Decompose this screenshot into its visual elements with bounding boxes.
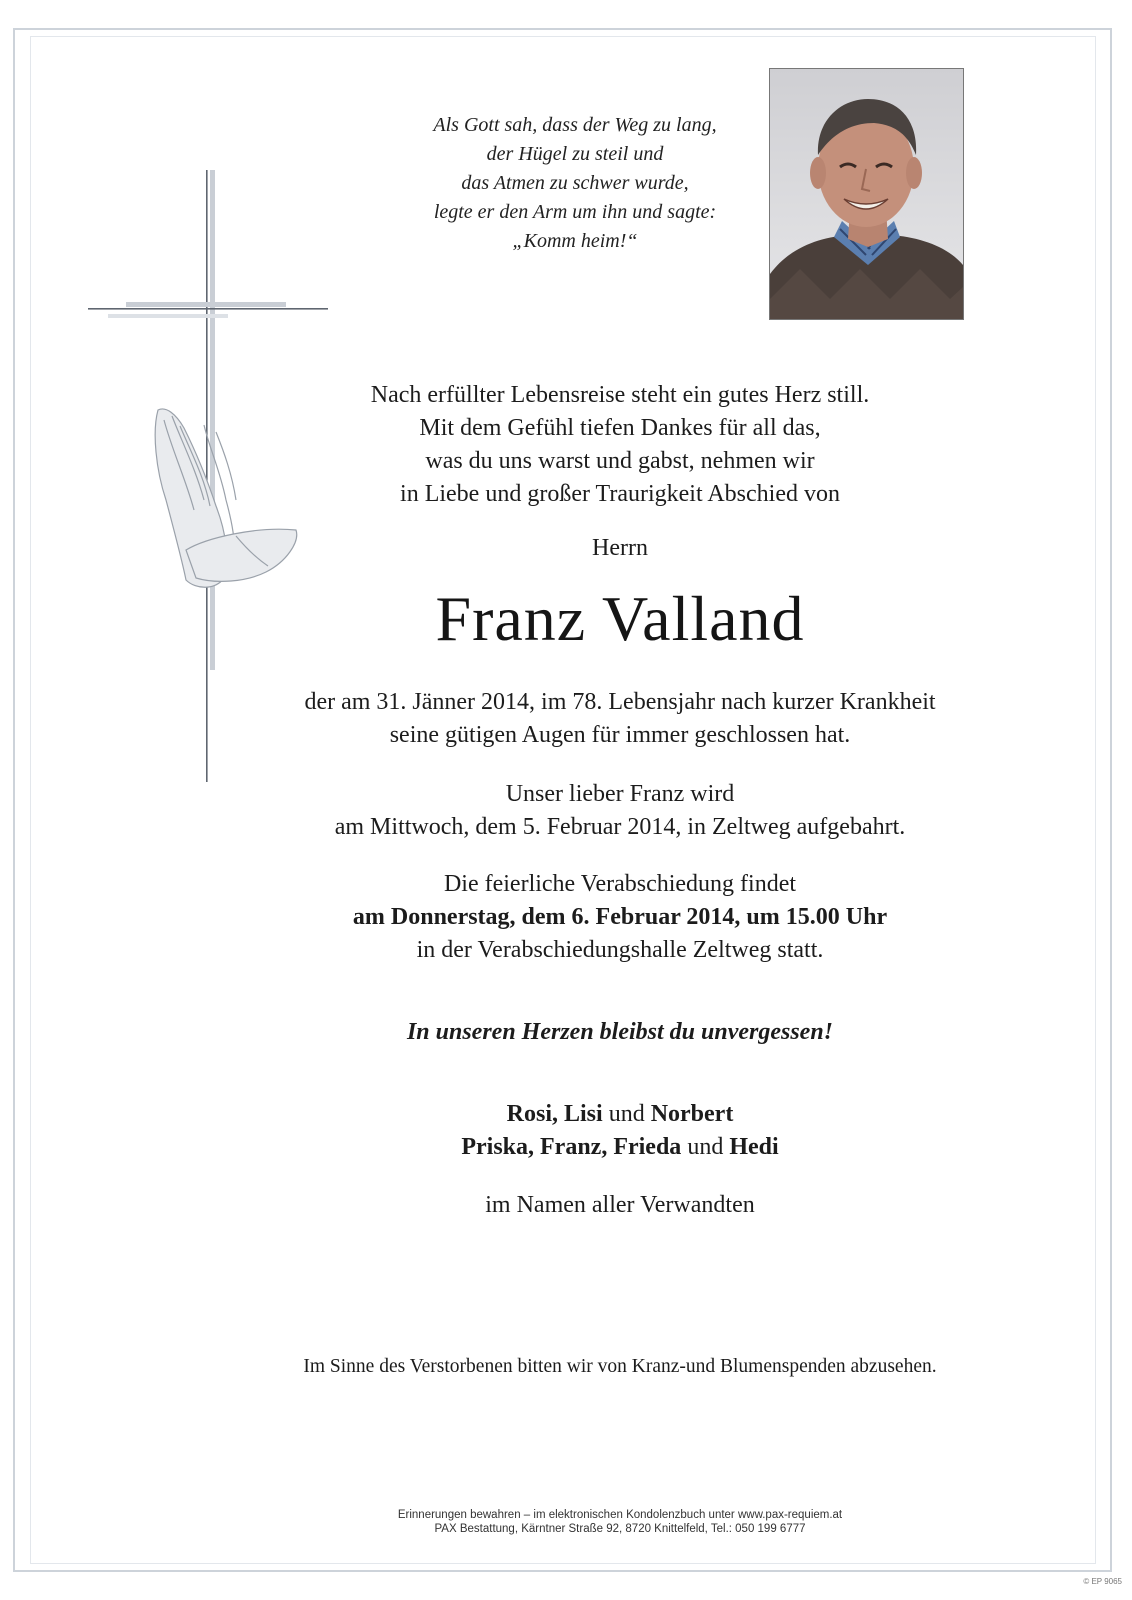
family-conjunction: und [681,1134,730,1160]
family-names: Hedi [729,1134,779,1160]
family-names: Priska, Franz, Frieda [461,1134,682,1160]
family-signatures [230,1098,1010,1164]
viewing-line: am Mittwoch, dem 5. Februar 2014, in Zeltweg aufgebahrt. [334,814,906,840]
deceased-name: Franz Valland [435,583,805,654]
intro-line: was du uns warst und gabst, nehmen wir [425,448,815,474]
farewell-line: in der Verabschiedungshalle Zeltweg statt. [416,937,824,963]
salutation: Herrn [592,535,648,561]
intro-line: Mit dem Gefühl tiefen Dankes für all das, [419,415,821,441]
intro-text [230,379,1010,511]
intro-line: Nach erfüllter Lebensreise steht ein gutes Herz still. [370,382,870,408]
form-code: © EP 9065 [1083,1577,1122,1586]
poem-verse [340,111,810,256]
poem-line: legte er den Arm um ihn und sagte: [433,201,717,223]
viewing-line: Unser lieber Franz wird [505,781,735,807]
farewell-notice [230,868,1010,967]
footer-line: PAX Bestattung, Kärntner Straße 92, 8720 Knittelfeld, Tel.: 050 199 6777 [434,1523,806,1535]
footer-line: Erinnerungen bewahren – im elektronischen Kondolenzbuch unter www.pax-requiem.at [397,1509,843,1521]
family-names: Norbert [650,1101,734,1127]
portrait-photo [769,68,964,320]
farewell-date-time: am Donnerstag, dem 6. Februar 2014, um 15.00 Uhr [352,904,888,930]
family-row [230,1131,1010,1164]
family-row [230,1098,1010,1131]
family-closing: im Namen aller Verwandten [485,1192,755,1218]
poem-line: Als Gott sah, dass der Weg zu lang, [433,114,717,136]
death-notice-line: der am 31. Jänner 2014, im 78. Lebensjahr nach kurzer Krankheit [304,689,936,715]
viewing-notice [230,778,1010,844]
footer [230,1508,1010,1536]
farewell-line: Die feierliche Verabschiedung findet [443,871,797,897]
family-conjunction: und [602,1101,651,1127]
intro-line: in Liebe und großer Traurigkeit Abschied von [400,481,840,507]
poem-line: „Komm heim!“ [512,230,638,252]
donation-request: Im Sinne des Verstorbenen bitten wir von Kranz-und Blumenspenden abzusehen. [303,1356,937,1377]
family-names: Rosi, Lisi [506,1101,603,1127]
death-notice [230,686,1010,752]
death-notice-line: seine gütigen Augen für immer geschlossen hat. [389,722,851,748]
poem-line: das Atmen zu schwer wurde, [461,172,689,194]
motto: In unseren Herzen bleibst du unvergessen! [406,1019,834,1045]
portrait-image [770,69,963,319]
poem-line: der Hügel zu steil und [486,143,664,165]
